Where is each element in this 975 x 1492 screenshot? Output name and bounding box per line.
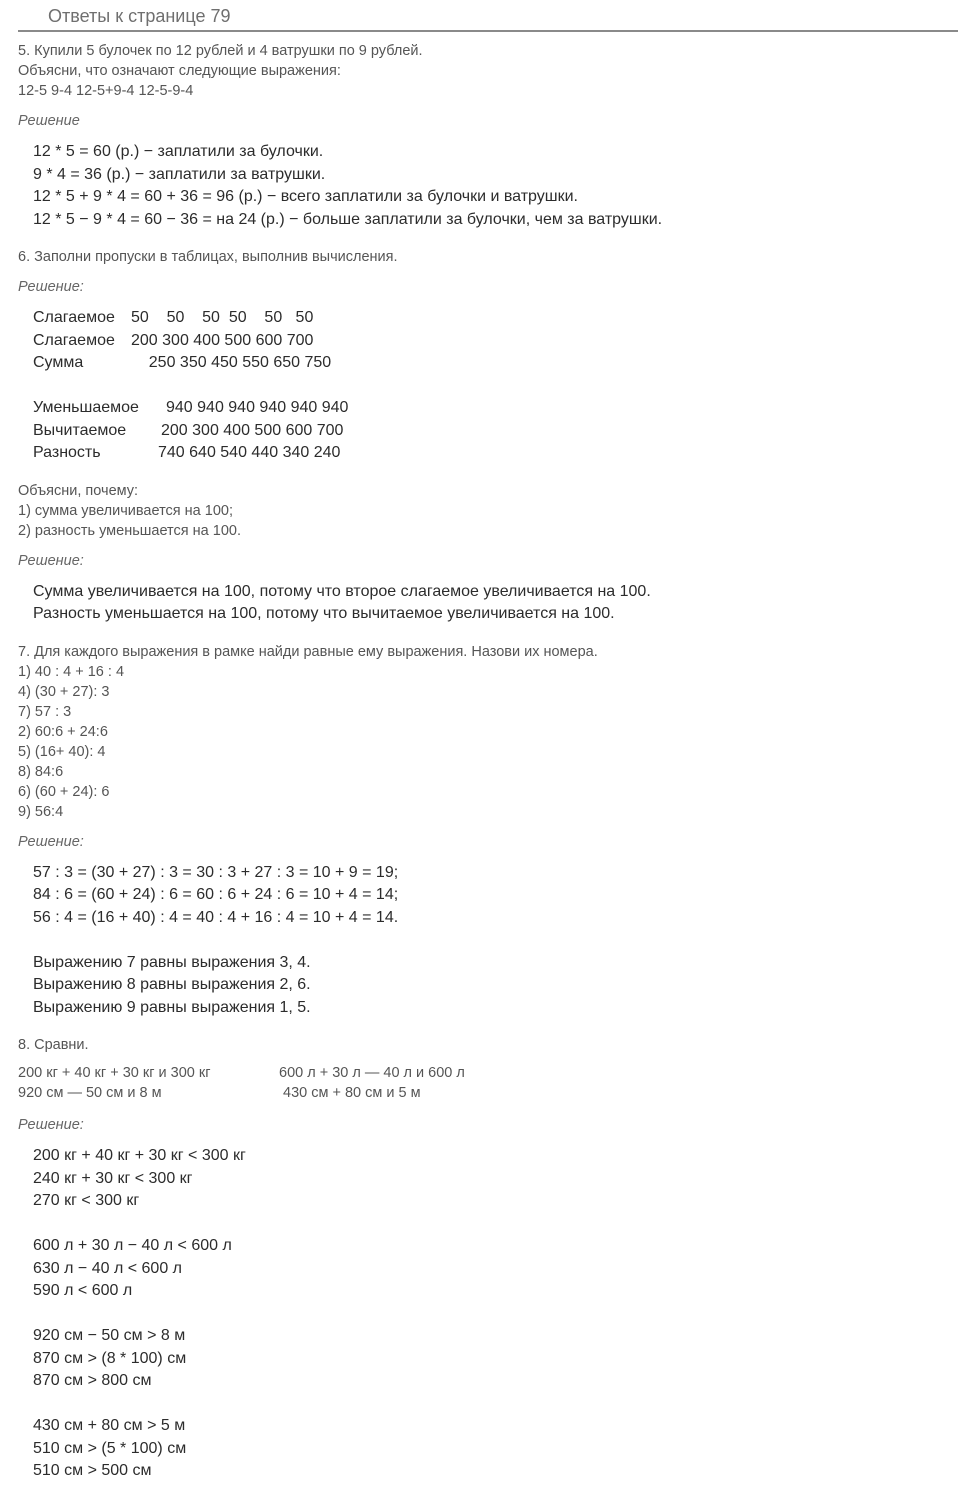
solution-line: 12 * 5 = 60 (р.) − заплатили за булочки. <box>33 143 324 160</box>
spacer <box>33 1213 958 1236</box>
task-5-solution <box>33 141 958 231</box>
solution-line: Сумма увеличивается на 100, потому что второе слагаемое увеличивается на 100. <box>33 582 651 600</box>
row-values: 740 640 540 440 340 240 <box>158 444 341 461</box>
task-line: 7) 57 : 3 <box>18 703 72 720</box>
task-8 <box>18 1035 958 1483</box>
solution-line: 600 л + 30 л − 40 л < 600 л <box>33 1237 232 1254</box>
task-line: 8. Сравни. <box>18 1037 89 1053</box>
solution-line: 510 см > 500 см <box>33 1462 152 1479</box>
solution-line: Разность уменьшается на 100, потому что вычитаемое увеличивается на 100. <box>33 605 615 622</box>
spacer <box>33 375 958 398</box>
task-6 <box>18 247 958 626</box>
task-line: 7. Для каждого выражения в рамке найди равные ему выражения. Назови их номера. <box>18 643 598 660</box>
solution-line: 590 л < 600 л <box>33 1282 133 1299</box>
compare-left: 920 см — 50 см и 8 м <box>18 1085 162 1101</box>
row-label: Разность <box>33 444 101 461</box>
task-line: Объясни, почему: <box>18 482 139 499</box>
task-line: 4) (30 + 27): 3 <box>18 683 110 700</box>
solution-line: 510 см > (5 * 100) см <box>33 1439 187 1457</box>
task-line: 8) 84:6 <box>18 763 64 780</box>
task-7-statement <box>18 642 958 822</box>
task-line: 2) 60:6 + 24:6 <box>18 723 108 740</box>
table-row <box>33 420 958 443</box>
table-row <box>33 307 958 330</box>
task-6-explanation-solution <box>33 581 958 626</box>
task-line: 9) 56:4 <box>18 803 64 820</box>
sum-table <box>33 307 958 465</box>
row-values: 250 350 450 550 650 750 <box>131 354 332 371</box>
row-values: 200 300 400 500 600 700 <box>161 421 344 439</box>
solution-line: 57 : 3 = (30 + 27) : 3 = 30 : 3 + 27 : 3 = 10 + 9 = 19; <box>33 863 399 881</box>
table-row <box>33 397 958 420</box>
row-label: Вычитаемое <box>33 421 127 439</box>
solution-line: 870 см > (8 * 100) см <box>33 1349 187 1367</box>
row-label: Сумма <box>33 354 84 371</box>
task-line: 1) 40 : 4 + 16 : 4 <box>18 663 125 680</box>
task-8-statement <box>18 1035 958 1055</box>
solution-line: 920 см − 50 см > 8 м <box>33 1327 186 1344</box>
task-line: 2) разность уменьшается на 100. <box>18 522 241 539</box>
solution-line: 12 * 5 + 9 * 4 = 60 + 36 = 96 (р.) − всего заплатили за булочки и ватрушки. <box>33 188 578 205</box>
task-8-solution <box>33 1145 958 1483</box>
compare-list <box>18 1065 958 1105</box>
answers-content <box>18 41 958 1483</box>
task-line: 5) (16+ 40): 4 <box>18 743 106 760</box>
row-values: 940 940 940 940 940 940 <box>166 399 349 416</box>
task-6-statement <box>18 247 958 267</box>
task-5-statement <box>18 41 958 101</box>
solution-line: Выражению 7 равны выражения 3, 4. <box>33 953 311 971</box>
row-values: 200 300 400 500 600 700 <box>131 331 314 349</box>
task-5 <box>18 41 958 231</box>
row-label: Слагаемое <box>33 309 115 326</box>
solution-line: 200 кг + 40 кг + 30 кг < 300 кг <box>33 1147 246 1164</box>
solution-line: Выражению 9 равны выражения 1, 5. <box>33 998 311 1016</box>
solution-label: Решение <box>18 113 80 129</box>
task-line: 6) (60 + 24): 6 <box>18 783 110 800</box>
task-6-explain <box>18 481 958 541</box>
solution-line: 84 : 6 = (60 + 24) : 6 = 60 : 6 + 24 : 6 = 10 + 4 = 14; <box>33 886 399 903</box>
solution-line: Выражению 8 равны выражения 2, 6. <box>33 976 311 993</box>
solution-line: 630 л − 40 л < 600 л <box>33 1259 182 1277</box>
spacer <box>33 1393 958 1416</box>
solution-line: 270 кг < 300 кг <box>33 1192 140 1209</box>
solution-label: Решение: <box>18 833 84 850</box>
solution-line: 430 см + 80 см > 5 м <box>33 1417 186 1434</box>
compare-right: 430 см + 80 см и 5 м <box>279 1085 421 1101</box>
row-label: Слагаемое <box>33 331 115 349</box>
spacer <box>33 929 958 952</box>
task-line: 1) сумма увеличивается на 100; <box>18 502 233 519</box>
row-values: 50 50 50 50 50 50 <box>131 309 314 326</box>
compare-right: 600 л + 30 л — 40 л и 600 л <box>279 1065 465 1081</box>
page-header <box>18 0 958 32</box>
solution-line: 9 * 4 = 36 (р.) − заплатили за ватрушки. <box>33 165 326 183</box>
task-7 <box>18 642 958 1020</box>
compare-row <box>18 1065 958 1085</box>
compare-left: 200 кг + 40 кг + 30 кг и 300 кг <box>18 1065 211 1081</box>
task-line: 5. Купили 5 булочек по 12 рублей и 4 ватрушки по 9 рублей. <box>18 43 423 59</box>
spacer <box>33 1303 958 1326</box>
solution-label: Решение: <box>18 552 84 569</box>
table-row <box>33 442 958 465</box>
solution-line: 240 кг + 30 кг < 300 кг <box>33 1169 193 1187</box>
solution-line: 870 см > 800 см <box>33 1372 152 1389</box>
task-line: 6. Заполни пропуски в таблицах, выполнив вычисления. <box>18 249 398 265</box>
task-line: Объясни, что означают следующие выражения: <box>18 63 341 79</box>
task-7-solution <box>33 862 958 1020</box>
solution-line: 12 * 5 − 9 * 4 = 60 − 36 = на 24 (р.) − больше заплатили за булочки, чем за ватрушки. <box>33 210 663 228</box>
solution-label: Решение: <box>18 279 84 295</box>
row-label: Уменьшаемое <box>33 399 139 416</box>
solution-label: Решение: <box>18 1117 84 1133</box>
table-row <box>33 330 958 353</box>
solution-line: 56 : 4 = (16 + 40) : 4 = 40 : 4 + 16 : 4 = 10 + 4 = 14. <box>33 908 399 926</box>
page-title: Ответы к странице 79 <box>48 6 231 26</box>
compare-row <box>18 1085 958 1105</box>
table-row <box>33 352 958 375</box>
task-line: 12-5 9-4 12-5+9-4 12-5-9-4 <box>18 83 194 99</box>
